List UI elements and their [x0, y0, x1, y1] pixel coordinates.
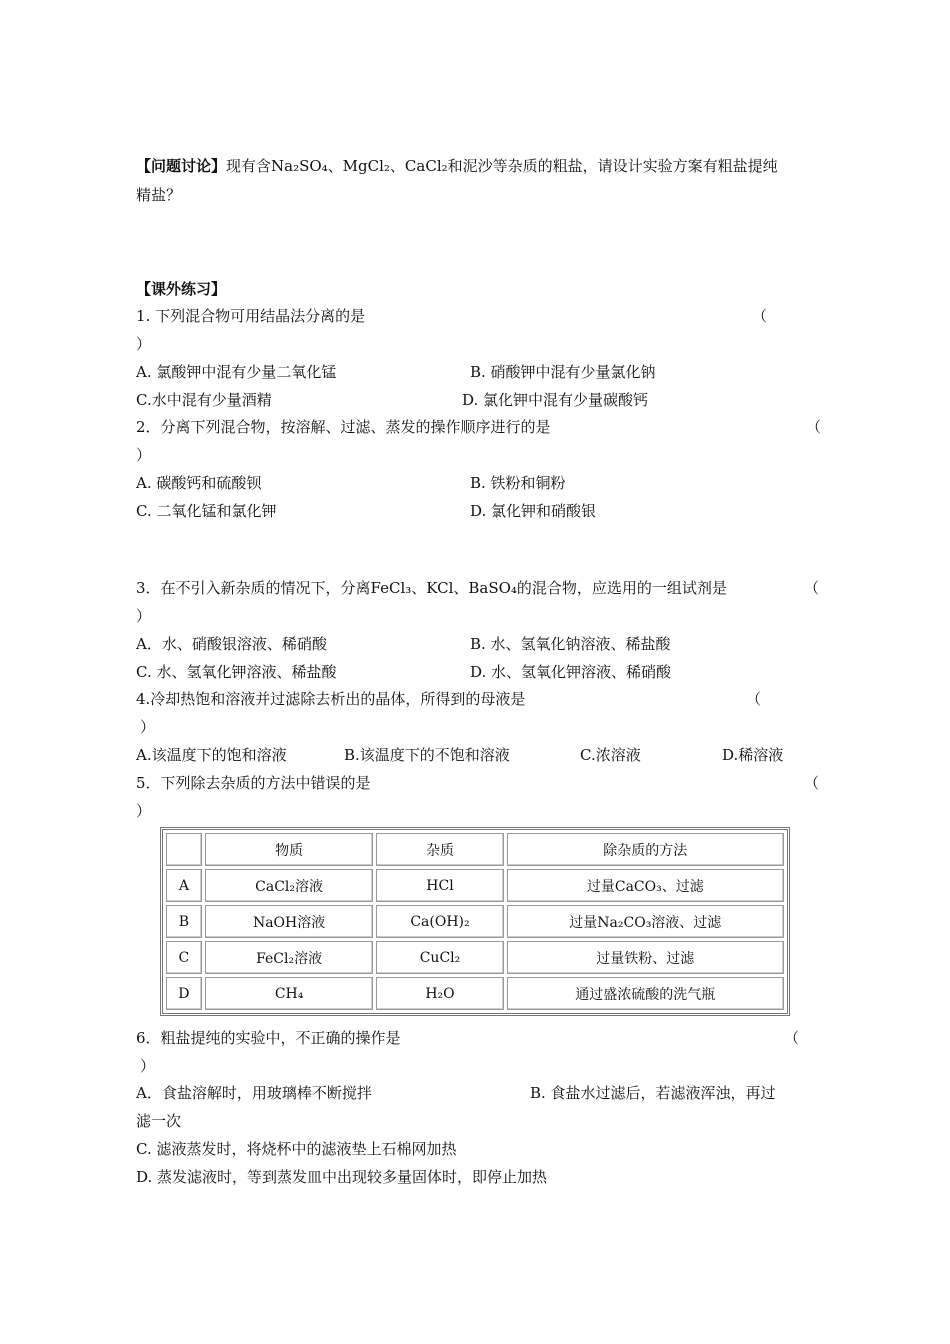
question-4-option-c: C.浓溶液: [580, 746, 641, 764]
question-5-close-paren: ）: [136, 802, 152, 820]
discussion-block: [136, 156, 778, 176]
question-2-option-b: B. 铁粉和铜粉: [470, 474, 566, 492]
question-1-stem: 1. 下列混合物可用结晶法分离的是: [136, 307, 366, 325]
question-6-option-a: A．食盐溶解时，用玻璃棒不断搅拌: [136, 1084, 372, 1102]
question-1-option-a: A. 氯酸钾中混有少量二氧化锰: [136, 363, 337, 381]
question-5-stem: 5．下列除去杂质的方法中错误的是: [136, 774, 371, 792]
table-row: [166, 977, 784, 1010]
question-1-option-b: B. 硝酸钾中混有少量氯化钠: [470, 363, 656, 381]
discussion-text-continued: 精盐？: [136, 186, 182, 204]
question-2-option-a: A. 碳酸钙和硫酸钡: [136, 474, 262, 492]
table-row: [166, 869, 784, 902]
question-6-open-paren: （: [784, 1029, 800, 1047]
question-4-option-a: A.该温度下的饱和溶液: [136, 746, 287, 764]
question-6-option-b-continued: 滤一次: [136, 1112, 182, 1130]
question-4-option-b: B.该温度下的不饱和溶液: [344, 746, 510, 764]
table-row: [166, 905, 784, 938]
table-header-cell: 物质: [205, 833, 374, 866]
question-4-open-paren: （: [746, 690, 762, 708]
question-2-option-d: D. 氯化钾和硝酸银: [470, 502, 597, 520]
table-cell: H₂O: [376, 977, 503, 1010]
question-6-option-b: B. 食盐水过滤后，若滤液浑浊，再过: [530, 1084, 776, 1102]
question-1-close-paren: ）: [136, 335, 152, 353]
question-2-stem: 2．分离下列混合物，按溶解、过滤、蒸发的操作顺序进行的是: [136, 418, 551, 436]
question-2-option-c: C. 二氧化锰和氯化钾: [136, 502, 277, 520]
table-cell: HCl: [376, 869, 503, 902]
question-1-option-c: C.水中混有少量酒精: [136, 391, 272, 409]
question-4-close-paren: ）: [140, 718, 156, 736]
discussion-title: 【问题讨论】: [136, 157, 227, 175]
question-3-stem: 3．在不引入新杂质的情况下，分离FeCl₃、KCl、BaSO₄的混合物，应选用的一组试剂是: [136, 579, 727, 597]
table-cell: NaOH溶液: [205, 905, 374, 938]
question-3-option-b: B. 水、氢氧化钠溶液、稀盐酸: [470, 635, 671, 653]
question-6-close-paren: ）: [140, 1057, 156, 1075]
question-3-open-paren: （: [804, 579, 820, 597]
question-6-option-c: C. 滤液蒸发时，将烧杯中的滤液垫上石棉网加热: [136, 1140, 457, 1158]
question-3-option-a: A．水、硝酸银溶液、稀硝酸: [136, 635, 327, 653]
question-6-option-d: D. 蒸发滤液时，等到蒸发皿中出现较多量固体时，即停止加热: [136, 1168, 548, 1186]
table-row: [166, 941, 784, 974]
table-cell: 过量Na₂CO₃溶液、过滤: [507, 905, 784, 938]
question-3-close-paren: ）: [136, 607, 152, 625]
exercise-title: 【课外练习】: [136, 280, 227, 298]
table-cell: FeCl₂溶液: [205, 941, 374, 974]
question-1-open-paren: （: [752, 307, 768, 325]
table-cell: 过量铁粉、过滤: [507, 941, 784, 974]
question-2-close-paren: ）: [136, 446, 152, 464]
table-cell: B: [166, 905, 202, 938]
table-header-cell: 杂质: [376, 833, 503, 866]
table-header-cell: [166, 833, 202, 866]
table-cell: C: [166, 941, 202, 974]
question-4-option-d: D.稀溶液: [722, 746, 784, 764]
question-3-option-c: C. 水、氢氧化钾溶液、稀盐酸: [136, 663, 337, 681]
impurity-table: [160, 827, 790, 1016]
table-cell: CuCl₂: [376, 941, 503, 974]
question-5-open-paren: （: [804, 774, 820, 792]
question-6-stem: 6．粗盐提纯的实验中，不正确的操作是: [136, 1029, 401, 1047]
table-cell: Ca(OH)₂: [376, 905, 503, 938]
question-2-open-paren: （: [806, 418, 822, 436]
table-cell: A: [166, 869, 202, 902]
table-cell: CH₄: [205, 977, 374, 1010]
discussion-text: 现有含Na₂SO₄、MgCl₂、CaCl₂和泥沙等杂质的粗盐，请设计实验方案有粗盐提纯: [226, 157, 778, 175]
table-cell: 通过盛浓硫酸的洗气瓶: [507, 977, 784, 1010]
table-cell: CaCl₂溶液: [205, 869, 374, 902]
table-header-cell: 除杂质的方法: [507, 833, 784, 866]
table-cell: 过量CaCO₃、过滤: [507, 869, 784, 902]
table-header-row: [166, 833, 784, 866]
question-4-stem: 4.冷却热饱和溶液并过滤除去析出的晶体，所得到的母液是: [136, 690, 526, 708]
question-3-option-d: D. 水、氢氧化钾溶液、稀硝酸: [470, 663, 672, 681]
question-1-option-d: D. 氯化钾中混有少量碳酸钙: [462, 391, 649, 409]
table-cell: D: [166, 977, 202, 1010]
